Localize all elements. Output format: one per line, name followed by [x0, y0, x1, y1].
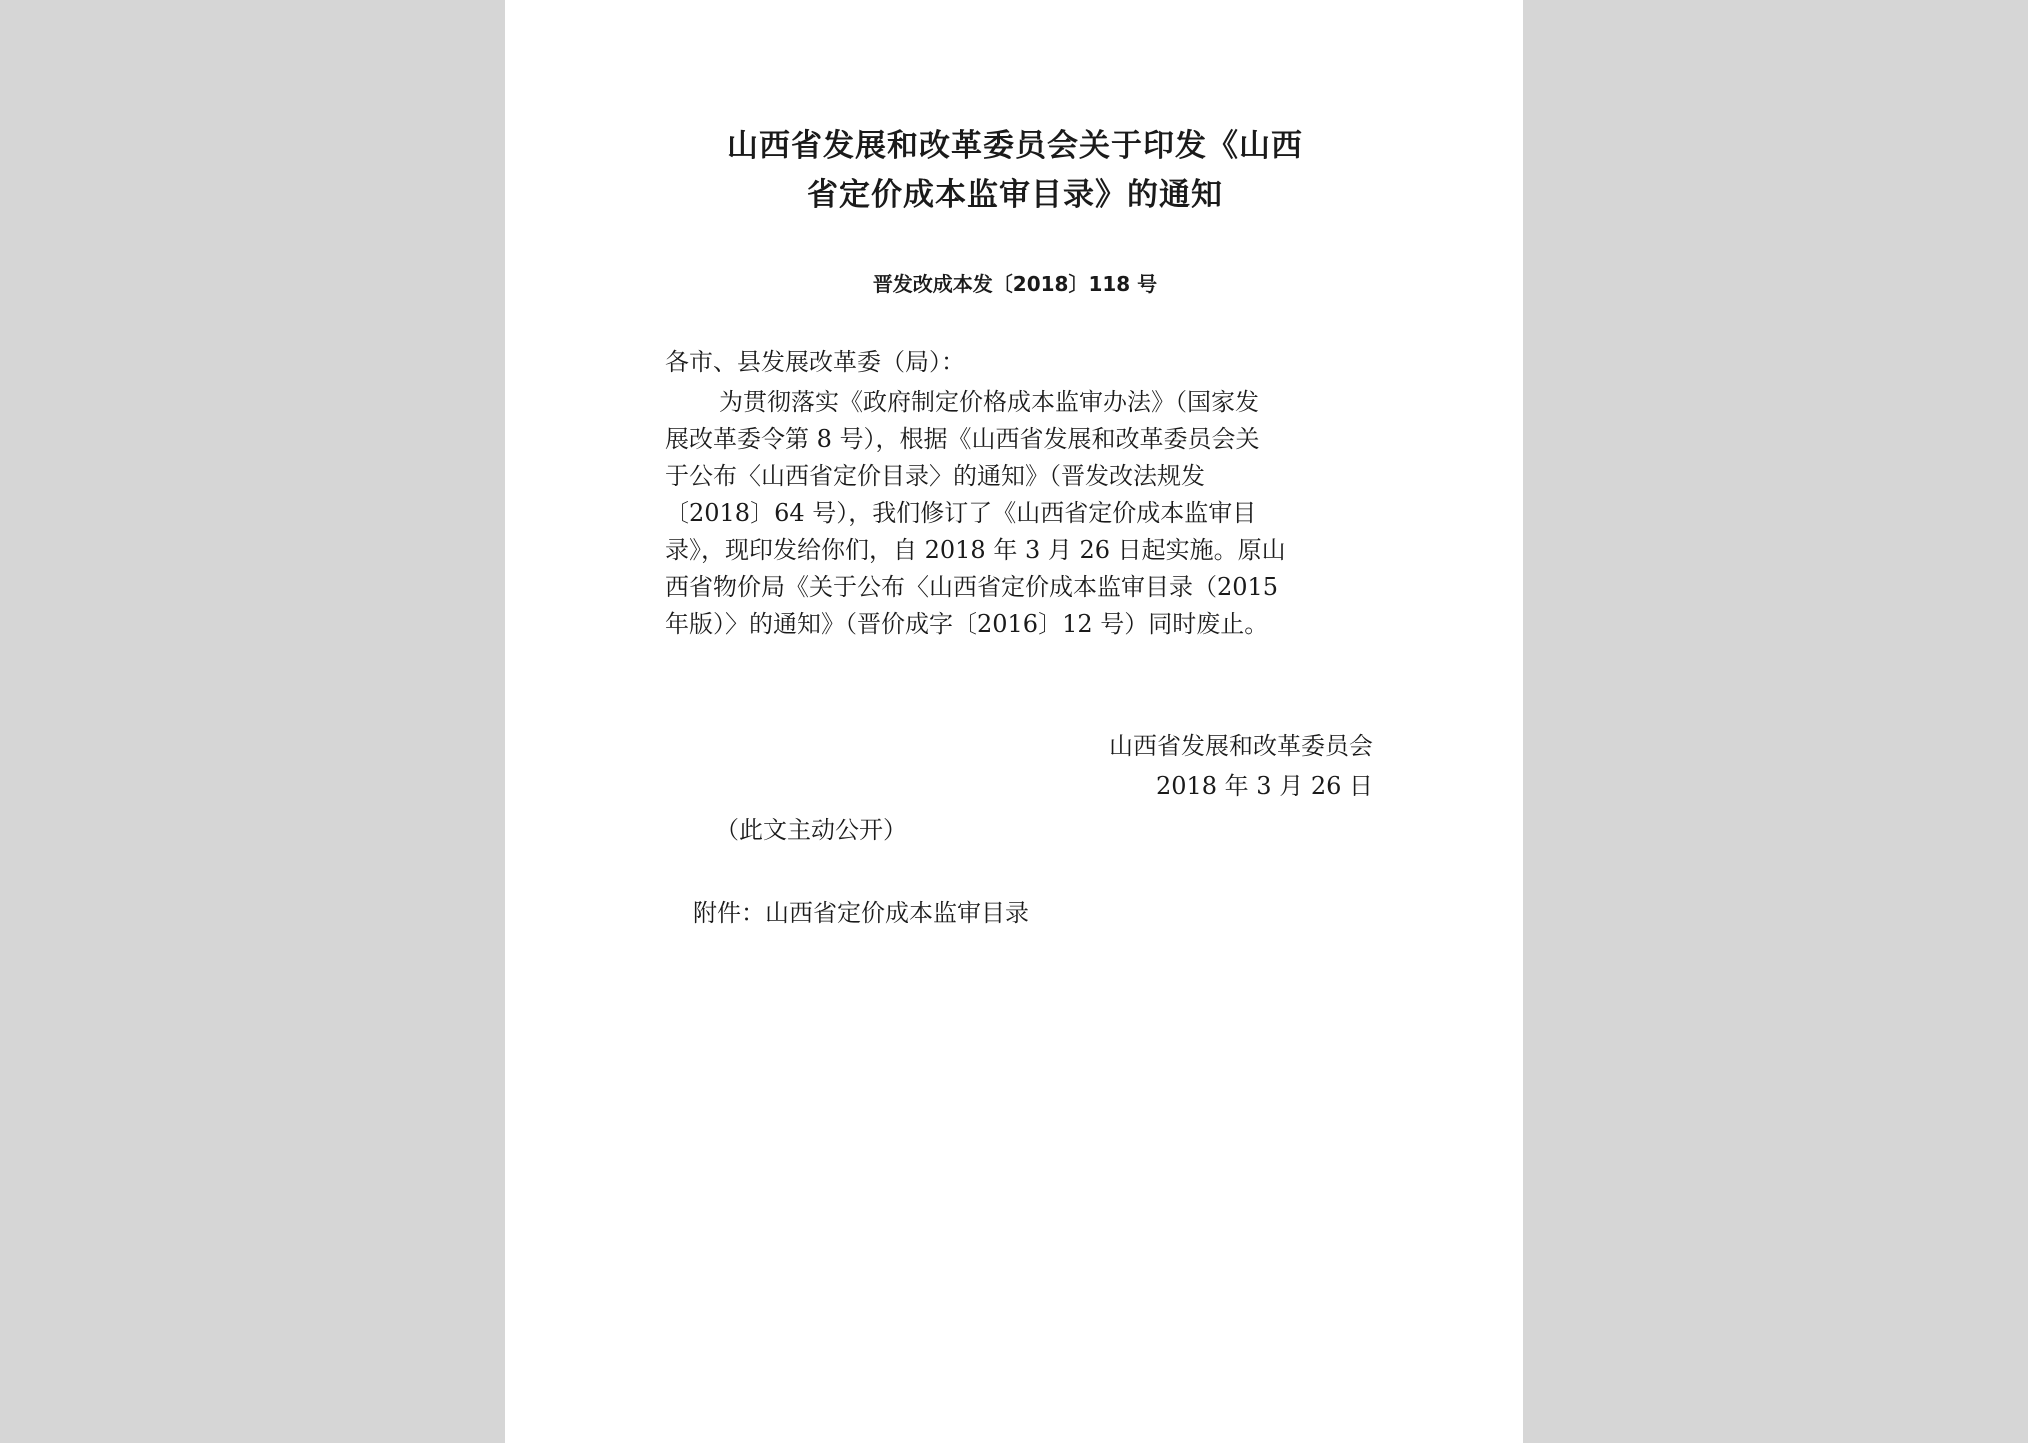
salutation: 各市、县发展改革委（局）：: [665, 348, 965, 376]
body-line: 西省物价局《关于公布〈山西省定价成本监审目录（2015: [665, 573, 1279, 601]
document-title: [665, 122, 1365, 220]
attachment-line: 附件：山西省定价成本监审目录: [693, 899, 1029, 927]
title-line: 山西省发展和改革委员会关于印发《山西: [727, 128, 1303, 164]
body-line: 〔2018〕64 号），我们修订了《山西省定价成本监审目: [665, 499, 1257, 527]
signature-date: 2018 年 3 月 26 日: [1155, 772, 1373, 800]
title-line: 省定价成本监审目录》的通知: [807, 177, 1223, 213]
document-number: 晋发改成本发〔2018〕118 号: [872, 272, 1158, 296]
body-line: 为贯彻落实《政府制定价格成本监审办法》（国家发: [719, 388, 1259, 416]
signature-organization: 山西省发展和改革委员会: [1109, 732, 1373, 760]
body-line: 于公布〈山西省定价目录〉的通知》（晋发改法规发: [665, 462, 1205, 490]
body-line: 录》，现印发给你们，自 2018 年 3 月 26 日起实施。原山: [665, 536, 1286, 564]
document-page: [505, 0, 1523, 1443]
body-text: [665, 384, 1375, 643]
body-line: 展改革委令第 8 号），根据《山西省发展和改革委员会关: [665, 425, 1260, 453]
body-line: 年版）〉的通知》（晋价成字〔2016〕12 号）同时废止。: [665, 610, 1269, 638]
disclosure-note: （此文主动公开）: [715, 816, 907, 844]
